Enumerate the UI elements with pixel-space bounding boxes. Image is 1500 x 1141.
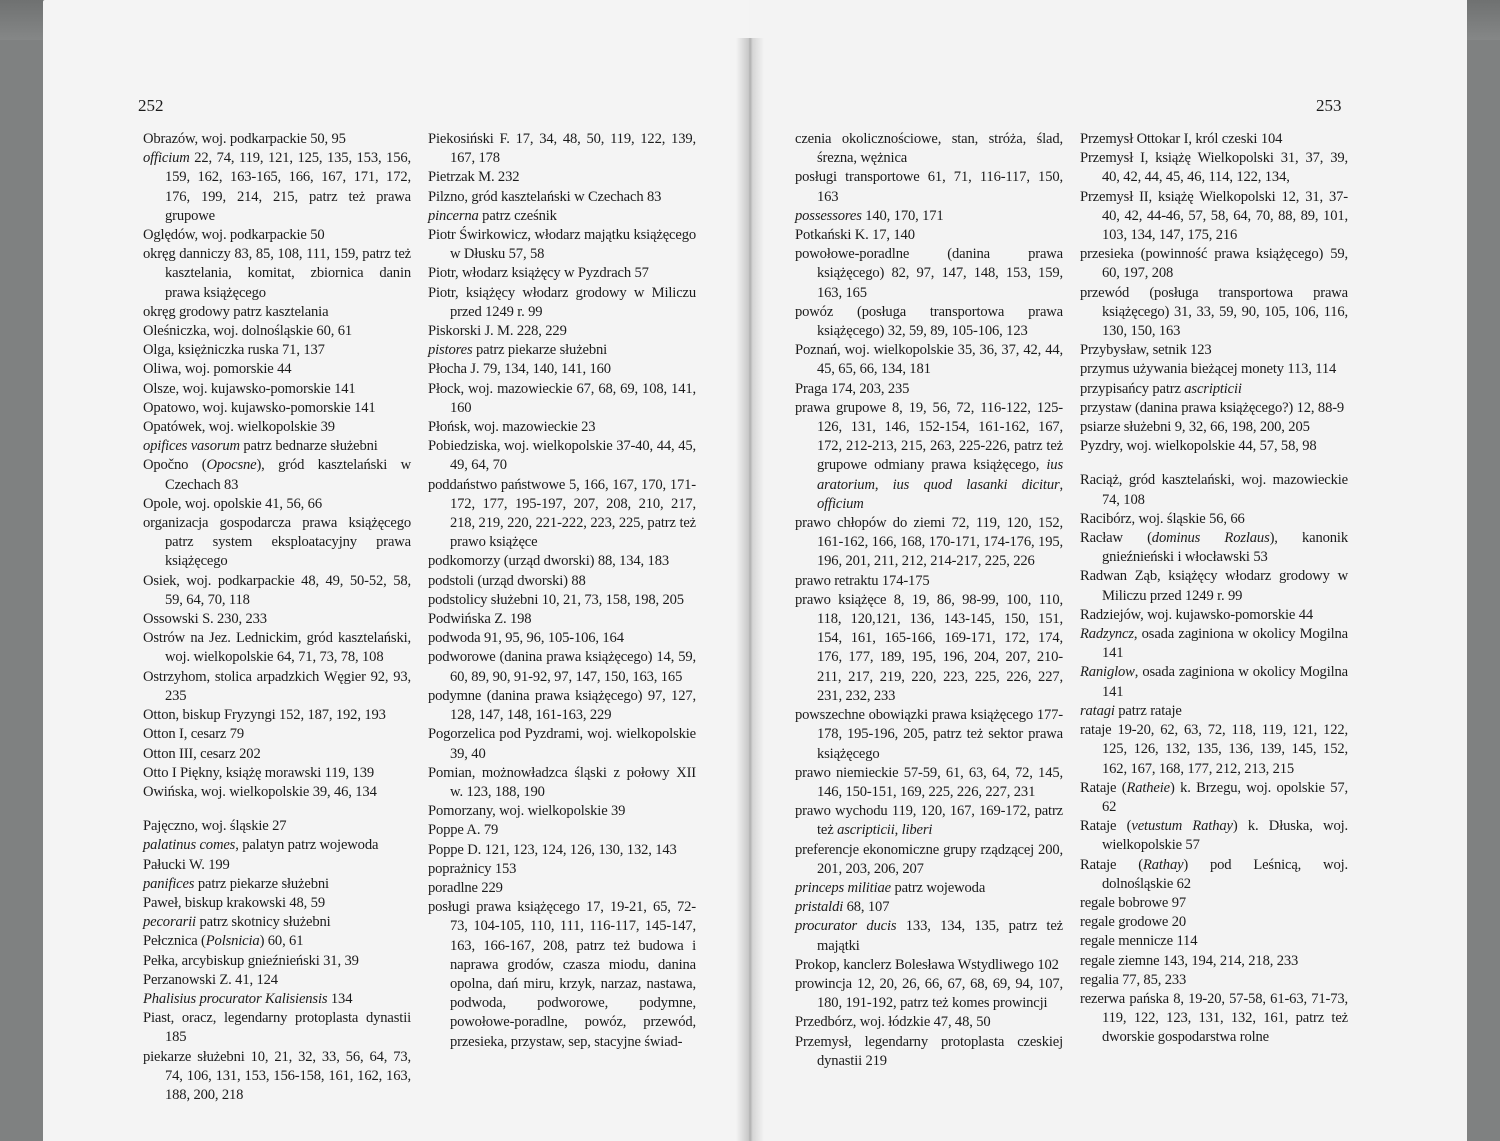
index-entry: Piskorski J. M. 228, 229 <box>428 323 567 340</box>
index-entry: Pałucki W. 199 <box>143 856 230 873</box>
index-entry: prowincja 12, 20, 26, 66, 67, 68, 69, 94, 107, 180, 191-192, patrz też komes prowincji <box>795 975 1063 1012</box>
index-entry: Ostrzyhom, stolica arpadzkich Węgier 92, 93, 235 <box>143 668 411 704</box>
index-entry: Ostrów na Jez. Lednickim, gród kasztelański, woj. wielkopolskie 64, 71, 73, 78, 108 <box>143 630 411 666</box>
index-entry: podstolicy służebni 10, 21, 73, 158, 198, 205 <box>428 591 684 608</box>
index-entry: Oleśniczka, woj. dolnośląskie 60, 61 <box>143 323 353 340</box>
index-entry: przypisańcy patrz ascripticii <box>1080 380 1242 397</box>
index-entry: palatinus comes, palatyn patrz wojewoda <box>143 837 379 854</box>
index-entry: regale mennicze 114 <box>1080 933 1198 950</box>
index-entry: Paweł, biskup krakowski 48, 59 <box>143 894 325 911</box>
index-entry: Phalisius procurator Kalisiensis 134 <box>143 990 353 1007</box>
index-entry: Racibórz, woj. śląskie 56, 66 <box>1080 510 1245 527</box>
index-entry: Pyzdry, woj. wielkopolskie 44, 57, 58, 98 <box>1080 438 1317 455</box>
index-entry: Płock, woj. mazowieckie 67, 68, 69, 108, 141, 160 <box>428 380 696 416</box>
index-entry: poprażnicy 153 <box>428 860 517 877</box>
index-column-4 <box>1080 130 1348 1048</box>
index-entry: Ossowski S. 230, 233 <box>143 611 267 628</box>
index-entry: Poznań, woj. wielkopolskie 35, 36, 37, 42, 44, 45, 65, 66, 134, 181 <box>795 342 1063 378</box>
index-entry: Poppe D. 121, 123, 124, 126, 130, 132, 143 <box>428 841 677 858</box>
index-entry: poradlne 229 <box>428 879 503 896</box>
index-column-2 <box>428 130 696 1052</box>
index-entry: preferencje ekonomiczne grupy rządzącej 200, 201, 203, 206, 207 <box>795 841 1063 877</box>
index-entry: czenia okolicznościowe, stan, stróża, ślad, śrezna, wężnica <box>795 131 1063 167</box>
index-entry: Piotr, książęcy włodarz grodowy w Miliczu przed 1249 r. 99 <box>428 284 696 320</box>
index-entry: przystaw (danina prawa książęcego?) 12, 88-9 <box>1080 399 1345 416</box>
index-entry: poddaństwo państwowe 5, 166, 167, 170, 171-172, 177, 195-197, 207, 208, 210, 217, 218, 219, 220, 221-222, 223, 225, patrz też prawo książęce <box>428 476 696 551</box>
index-entry: Rataje (Ratheie) k. Brzegu, woj. opolskie 57, 62 <box>1080 779 1348 815</box>
index-entry: Oględów, woj. podkarpackie 50 <box>143 227 325 244</box>
index-entry: Poppe A. 79 <box>428 822 499 839</box>
index-entry: Przedbórz, woj. łódzkie 47, 48, 50 <box>795 1014 991 1031</box>
index-entry: ratagi patrz rataje <box>1080 702 1182 719</box>
index-entry: Potkański K. 17, 140 <box>795 227 915 244</box>
index-entry: Opole, woj. opolskie 41, 56, 66 <box>143 495 322 512</box>
index-entry: posługi transportowe 61, 71, 116-117, 150, 163 <box>795 169 1063 205</box>
index-entry: Pełcznica (Polsnicia) 60, 61 <box>143 933 304 950</box>
index-entry: Przemysł II, książę Wielkopolski 12, 31, 37-40, 42, 44-46, 57, 58, 64, 70, 88, 89, 101, 103, 134, 147, 175, 216 <box>1080 188 1348 244</box>
index-entry: rataje 19-20, 62, 63, 72, 118, 119, 121, 122, 125, 126, 132, 135, 136, 139, 145, 152, 162, 167, 168, 177, 212, 213, 215 <box>1080 722 1348 777</box>
index-entry: Olga, księżniczka ruska 71, 137 <box>143 342 325 359</box>
index-entry: podstoli (urząd dworski) 88 <box>428 572 586 589</box>
index-entry: Płońsk, woj. mazowieckie 23 <box>428 419 596 436</box>
index-entry: Osiek, woj. podkarpackie 48, 49, 50-52, 58, 59, 64, 70, 118 <box>143 572 411 608</box>
index-entry: przesieka (powinność prawa książęcego) 59, 60, 197, 208 <box>1080 246 1348 282</box>
index-entry: Raniglow, osada zaginiona w okolicy Mogilna 141 <box>1080 664 1348 700</box>
index-entry: Rataje (vetustum Rathay) k. Dłuska, woj. wielkopolskie 57 <box>1080 818 1348 854</box>
index-entry: Piekosiński F. 17, 34, 48, 50, 119, 122, 139, 167, 178 <box>428 131 696 167</box>
index-entry: Otton, biskup Fryzyngi 152, 187, 192, 193 <box>143 707 386 724</box>
index-entry: prawa grupowe 8, 19, 56, 72, 116-122, 125-126, 131, 146, 152-154, 161-162, 167, 172, 212-213, 215, 263, 225-226, patrz też grupowe odmiany prawa książęcego, ius aratorium, ius quod lasanki dicitur, officium <box>795 399 1063 512</box>
index-entry: Przybysław, setnik 123 <box>1080 342 1212 359</box>
index-entry: prawo książęce 8, 19, 86, 98-99, 100, 110, 118, 120,121, 136, 143-145, 150, 151, 154, 161, 165-166, 169-171, 172, 174, 176, 177, 189, 195, 196, 204, 207, 210-211, 217, 219, 220, 223, 225, 226, 227, 231, 232, 233 <box>795 591 1063 704</box>
index-entry: Płocha J. 79, 134, 140, 141, 160 <box>428 361 611 378</box>
index-entry: Pogorzelica pod Pyzdrami, woj. wielkopolskie 39, 40 <box>428 726 696 762</box>
index-entry: prawo niemieckie 57-59, 61, 63, 64, 72, 145, 146, 150-151, 169, 225, 226, 227, 231 <box>795 764 1063 800</box>
index-entry: Pełka, arcybiskup gnieźnieński 31, 39 <box>143 952 359 969</box>
index-entry: Obrazów, woj. podkarpackie 50, 95 <box>143 131 346 147</box>
index-entry: Pilzno, gród kasztelański w Czechach 83 <box>428 188 662 205</box>
index-entry: Przemysł, legendarny protoplasta czeskiej dynastii 219 <box>795 1033 1063 1069</box>
index-entry: Racław (dominus Rozlaus), kanonik gnieźnieński i włocławski 53 <box>1080 530 1348 566</box>
index-entry: Radziejów, woj. kujawsko-pomorskie 44 <box>1080 606 1314 623</box>
index-entry: okręg danniczy 83, 85, 108, 111, 159, patrz też kasztelania, komitat, zbiornica danin prawa książęcego <box>143 246 411 301</box>
index-entry: panifices patrz piekarze służebni <box>143 875 329 892</box>
right-page-number: 253 <box>1316 96 1342 115</box>
index-entry: posługi prawa książęcego 17, 19-21, 65, 72-73, 104-105, 110, 111, 116-117, 145-147, 163, 166-167, 208, patrz też budowa i naprawa grodów, czasza miodu, danina opolna, dań miru, krzyk, narzaz, nastawa, podwoda, podworowe, podymne, powołowe-poradlne, powóz, przewód, przesieka, przystaw, sep, stacyjne świad- <box>428 899 696 1050</box>
index-entry: podkomorzy (urząd dworski) 88, 134, 183 <box>428 553 669 570</box>
index-entry: pincerna patrz cześnik <box>428 207 557 224</box>
index-entry: pecorarii patrz skotnicy służebni <box>143 914 331 931</box>
index-entry: Otton I, cesarz 79 <box>143 726 245 743</box>
index-entry: powóz (posługa transportowa prawa książęcego) 32, 59, 89, 105-106, 123 <box>795 303 1063 340</box>
index-entry: prawo wychodu 119, 120, 167, 169-172, patrz też ascripticii, liberi <box>795 803 1063 839</box>
index-entry: regale grodowe 20 <box>1080 914 1187 931</box>
index-entry: Rataje (Rathay) pod Leśnicą, woj. dolnośląskie 62 <box>1080 856 1348 892</box>
index-entry: Piotr, włodarz książęcy w Pyzdrach 57 <box>428 265 649 282</box>
index-entry: powołowe-poradlne (danina prawa książęcego) 82, 97, 147, 148, 153, 159, 163, 165 <box>795 246 1063 301</box>
index-entry: Piast, oracz, legendarny protoplasta dynastii 185 <box>143 1010 411 1046</box>
index-entry: Pomorzany, woj. wielkopolskie 39 <box>428 803 626 820</box>
index-entry: prawo retraktu 174-175 <box>795 572 930 589</box>
index-entry: przewód (posługa transportowa prawa książęcego) 31, 33, 59, 90, 105, 106, 116, 130, 150, 163 <box>1080 284 1348 340</box>
index-entry: pristaldi 68, 107 <box>795 899 890 916</box>
index-entry: Oliwa, woj. pomorskie 44 <box>143 361 292 378</box>
index-entry: Opatowo, woj. kujawsko-pomorskie 141 <box>143 399 376 416</box>
index-entry: Podwińska Z. 198 <box>428 611 532 628</box>
index-entry: podworowe (danina prawa książęcego) 14, 59, 60, 89, 90, 91-92, 97, 147, 150, 163, 165 <box>428 649 696 685</box>
index-entry: Pietrzak M. 232 <box>428 169 520 186</box>
index-entry: regale bobrowe 97 <box>1080 894 1187 911</box>
index-entry: podwoda 91, 95, 96, 105-106, 164 <box>428 630 624 647</box>
index-entry: Piotr Świrkowicz, włodarz majątku książęcego w Dłusku 57, 58 <box>428 227 696 263</box>
index-entry: Radzyncz, osada zaginiona w okolicy Mogilna 141 <box>1080 626 1348 662</box>
index-entry: psiarze służebni 9, 32, 66, 198, 200, 205 <box>1080 419 1310 436</box>
index-entry: Opatówek, woj. wielkopolskie 39 <box>143 419 335 436</box>
index-entry: Raciąż, gród kasztelański, woj. mazowieckie 74, 108 <box>1080 472 1348 508</box>
index-entry: opifices vasorum patrz bednarze służebni <box>143 438 378 455</box>
index-entry: powszechne obowiązki prawa książęcego 177-178, 195-196, 205, patrz też sektor prawa książęcego <box>795 707 1063 762</box>
index-entry: Otto I Piękny, książę morawski 119, 139 <box>143 764 374 781</box>
index-entry: Radwan Ząb, książęcy włodarz grodowy w Miliczu przed 1249 r. 99 <box>1080 568 1348 604</box>
index-entry: Pajęczno, woj. śląskie 27 <box>143 818 287 835</box>
index-entry: prawo chłopów do ziemi 72, 119, 120, 152, 161-162, 166, 168, 170-171, 174-176, 195, 196, 201, 211, 212, 214-217, 225, 226 <box>795 515 1063 570</box>
index-column-3 <box>795 130 1063 1071</box>
index-column-1 <box>143 130 411 1105</box>
index-entry: rezerwa pańska 8, 19-20, 57-58, 61-63, 71-73, 119, 122, 123, 131, 132, 161, patrz też dworskie gospodarstwa rolne <box>1080 990 1348 1046</box>
index-entry: Pomian, możnowładzca śląski z połowy XII w. 123, 188, 190 <box>428 764 696 800</box>
index-entry: regalia 77, 85, 233 <box>1080 971 1187 988</box>
left-page-number: 252 <box>138 96 164 115</box>
index-entry: officium 22, 74, 119, 121, 125, 135, 153, 156, 159, 162, 163-165, 166, 167, 171, 172, 176, 199, 214, 215, patrz też prawa grupowe <box>143 150 411 224</box>
index-entry: Otton III, cesarz 202 <box>143 745 261 762</box>
index-entry: Olsze, woj. kujawsko-pomorskie 141 <box>143 380 356 397</box>
index-entry: Owińska, woj. wielkopolskie 39, 46, 134 <box>143 783 377 800</box>
index-entry: Prokop, kanclerz Bolesława Wstydliwego 102 <box>795 956 1059 973</box>
index-entry: possessores 140, 170, 171 <box>795 207 944 224</box>
index-entry: organizacja gospodarcza prawa książęcego patrz system eksploatacyjny prawa książęcego <box>143 515 411 570</box>
index-entry: przymus używania bieżącej monety 113, 114 <box>1080 361 1337 378</box>
index-entry: pistores patrz piekarze służebni <box>428 342 608 359</box>
index-entry: regale ziemne 143, 194, 214, 218, 233 <box>1080 952 1299 969</box>
index-entry: princeps militiae patrz wojewoda <box>795 879 986 896</box>
index-entry: Przemysł I, książę Wielkopolski 31, 37, 39, 40, 42, 44, 45, 46, 114, 122, 134, <box>1080 150 1348 186</box>
index-entry: Perzanowski Z. 41, 124 <box>143 971 278 988</box>
index-entry: Przemysł Ottokar I, król czeski 104 <box>1080 131 1283 147</box>
index-entry: piekarze służebni 10, 21, 32, 33, 56, 64, 73, 74, 106, 131, 153, 156-158, 161, 162, 163, 188, 200, 218 <box>143 1048 411 1103</box>
index-entry: podymne (danina prawa książęcego) 97, 127, 128, 147, 148, 161-163, 229 <box>428 687 696 724</box>
index-entry: Pobiedziska, woj. wielkopolskie 37-40, 44, 45, 49, 64, 70 <box>428 438 696 474</box>
index-entry: okręg grodowy patrz kasztelania <box>143 303 329 320</box>
index-entry: procurator ducis 133, 134, 135, patrz też majątki <box>795 918 1063 954</box>
index-entry: Praga 174, 203, 235 <box>795 380 910 397</box>
index-entry: Opočno (Opocsne), gród kasztelański w Czechach 83 <box>143 457 411 493</box>
